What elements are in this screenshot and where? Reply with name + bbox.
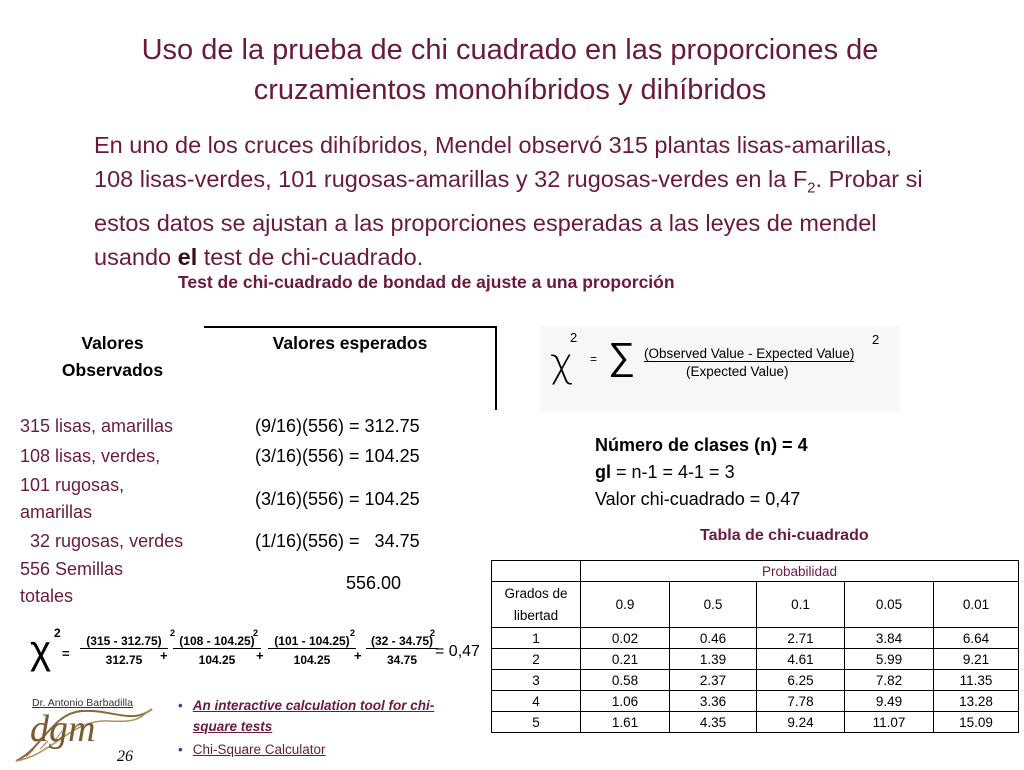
chi-square-calculator-link[interactable]: Chi-Square Calculator bbox=[192, 742, 326, 757]
expected-cell: (1/16)(556) = 34.75 bbox=[255, 531, 420, 551]
observed-cell-line1: 556 Semillas bbox=[20, 559, 124, 579]
calc-chi-exponent: 2 bbox=[54, 626, 61, 640]
sigma-symbol: ∑ bbox=[608, 336, 636, 378]
table-row: 1 0.02 0.46 2.71 3.84 6.64 bbox=[492, 628, 1019, 649]
calc-term-denominator: 104.25 bbox=[198, 653, 236, 667]
page-number: 26 bbox=[117, 748, 133, 765]
calc-term-numerator: (101 - 104.25) bbox=[268, 634, 356, 649]
chi-symbol: χ bbox=[550, 340, 574, 386]
probability-header: Probabilidad bbox=[581, 561, 1019, 582]
intro-text-1: En uno de los cruces dihíbridos, Mendel observó 315 plantas lisas-amarillas, 108 lisas-verdes, 101 rugosas-amarillas y 32 rugosas-verdes en la F bbox=[94, 132, 893, 192]
chi-square-value: Valor chi-cuadrado = 0,47 bbox=[595, 489, 801, 509]
result-info bbox=[595, 432, 808, 513]
expected-cell: (3/16)(556) = 104.25 bbox=[255, 489, 420, 509]
calc-term-denominator: 34.75 bbox=[386, 653, 418, 667]
link-item bbox=[178, 695, 434, 737]
observed-cell: 32 rugosas, verdes bbox=[20, 531, 184, 551]
logo-text: dgm bbox=[30, 708, 96, 750]
intro-text-2: . Probar si estos datos se ajustan a las proporciones esperadas a las leyes de mendel usando bbox=[94, 166, 923, 270]
chi-square-formula bbox=[540, 326, 900, 412]
intro-text-3: test de chi-cuadrado. bbox=[197, 243, 424, 270]
page-title: Uso de la prueba de chi cuadrado en las proporciones de cruzamientos monohíbridos y dihíbridos bbox=[141, 34, 879, 106]
dgm-logo bbox=[12, 705, 162, 765]
prob-header-cell: 0.05 bbox=[845, 582, 934, 628]
table-row: 3 0.58 2.37 6.25 7.82 11.35 bbox=[492, 670, 1019, 691]
observed-cell: 315 lisas, amarillas bbox=[20, 416, 174, 436]
chi-exponent: 2 bbox=[570, 330, 578, 345]
chi-square-calculation bbox=[30, 626, 490, 674]
test-subtitle: Test de chi-cuadrado de bondad de ajuste a una proporción bbox=[178, 272, 675, 292]
calc-term-exponent: 2 bbox=[253, 628, 259, 638]
calc-plus: + bbox=[256, 648, 264, 663]
expected-cell: (9/16)(556) = 312.75 bbox=[255, 416, 420, 436]
header-vertical-divider bbox=[495, 326, 497, 410]
bullet: • bbox=[178, 742, 183, 757]
observed-cell bbox=[20, 556, 123, 610]
prob-header-cell: 0.01 bbox=[934, 582, 1019, 628]
df-header: Grados de libertad bbox=[492, 582, 581, 628]
classes-count: Número de clases (n) = 4 bbox=[595, 435, 808, 455]
formula-denominator: (Expected Value) bbox=[686, 364, 789, 379]
observed-header bbox=[40, 330, 185, 384]
calc-term-denominator: 312.75 bbox=[105, 653, 143, 667]
table-row: 4 1.06 3.36 7.78 9.49 13.28 bbox=[492, 691, 1019, 712]
intro-paragraph bbox=[94, 128, 924, 274]
degrees-of-freedom: gl = n-1 = 4-1 = 3 bbox=[595, 462, 735, 482]
chi-square-table bbox=[491, 560, 1019, 733]
calc-term-numerator: (108 - 104.25) bbox=[173, 634, 261, 649]
reference-links bbox=[178, 695, 434, 760]
intro-bold: el bbox=[177, 243, 198, 270]
prob-header-cell: 0.5 bbox=[670, 582, 757, 628]
calc-chi-symbol: χ bbox=[30, 628, 51, 672]
expected-header: Valores esperados bbox=[272, 333, 428, 353]
observed-header-line1: Valores bbox=[81, 333, 144, 353]
numerator-exponent: 2 bbox=[872, 332, 880, 347]
calc-term-exponent: 2 bbox=[430, 628, 436, 638]
table-row: 5 1.61 4.35 9.24 11.07 15.09 bbox=[492, 712, 1019, 733]
calc-term-numerator: (32 - 34.75) bbox=[366, 634, 438, 649]
formula-numerator: (Observed Value - Expected Value) bbox=[644, 346, 855, 361]
calc-tool-link[interactable]: An interactive calculation tool for chi- square tests bbox=[192, 698, 435, 734]
author-link[interactable]: Dr. Antonio Barbadilla bbox=[32, 697, 133, 709]
calc-result: = 0,47 bbox=[435, 643, 480, 660]
observed-cell: 108 lisas, verdes, bbox=[20, 446, 161, 466]
bullet: • bbox=[178, 698, 183, 713]
formula-equals: = bbox=[590, 352, 598, 366]
table-row: 2 0.21 1.39 4.61 5.99 9.21 bbox=[492, 649, 1019, 670]
prob-header-cell: 0.9 bbox=[581, 582, 670, 628]
calc-term-exponent: 2 bbox=[170, 628, 176, 638]
expected-total: 556.00 bbox=[346, 573, 402, 593]
table-corner bbox=[492, 561, 581, 582]
link-item bbox=[178, 739, 434, 760]
calc-term-denominator: 104.25 bbox=[293, 653, 331, 667]
calc-term-numerator: (315 - 312.75) bbox=[80, 634, 168, 649]
intro-subscript: 2 bbox=[807, 179, 816, 197]
calc-plus: + bbox=[160, 648, 168, 663]
chi-table-title: Tabla de chi-cuadrado bbox=[700, 527, 869, 544]
observed-cell-line1: 101 rugosas, bbox=[20, 475, 125, 495]
observed-header-line2: Observados bbox=[61, 360, 164, 380]
calc-term-exponent: 2 bbox=[350, 628, 356, 638]
observed-cell bbox=[20, 472, 124, 526]
prob-header-cell: 0.1 bbox=[757, 582, 845, 628]
observed-cell-line2: totales bbox=[20, 586, 74, 606]
header-divider bbox=[204, 326, 496, 328]
expected-cell: (3/16)(556) = 104.25 bbox=[255, 446, 420, 466]
observed-cell-line2: amarillas bbox=[20, 502, 93, 522]
calc-equals: = bbox=[62, 646, 70, 661]
calc-plus: + bbox=[354, 648, 362, 663]
